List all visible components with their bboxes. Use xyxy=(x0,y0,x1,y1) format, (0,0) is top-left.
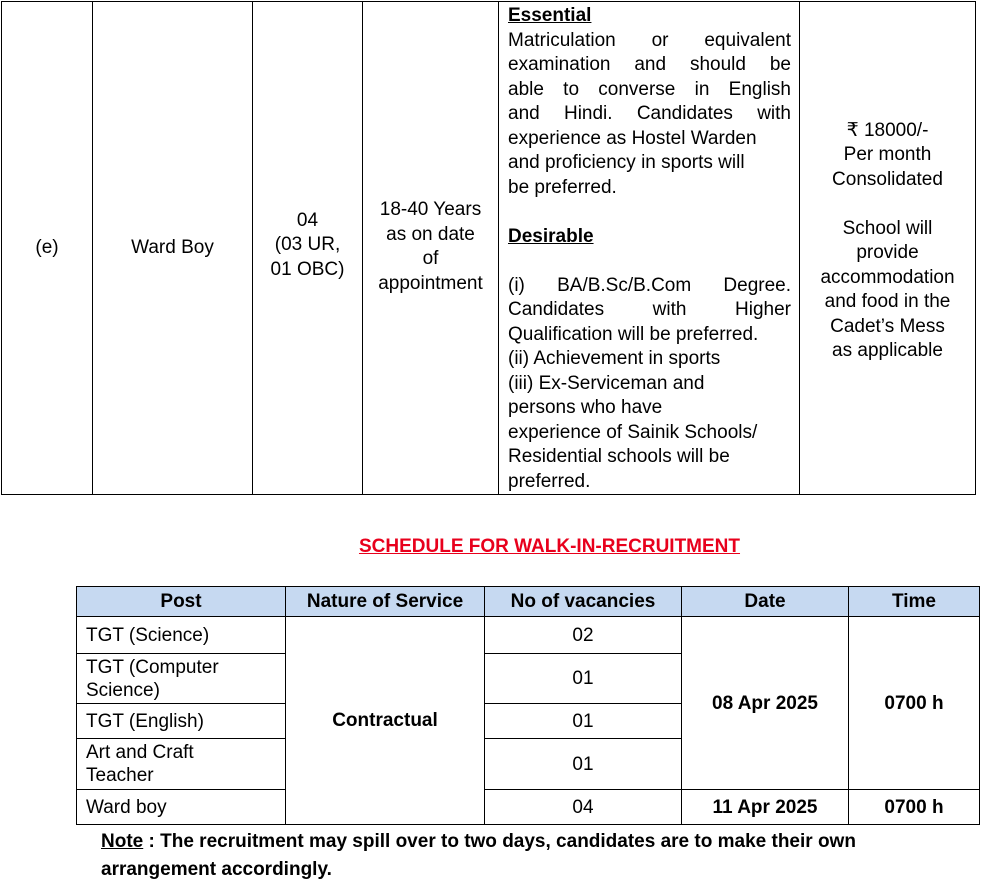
desirable-line: preferred. xyxy=(508,470,591,492)
pay-note-line: Cadet’s Mess xyxy=(830,315,945,337)
header-nature: Nature of Service xyxy=(286,587,485,617)
schedule-table xyxy=(76,586,980,825)
essential-line: experience as Hostel Warden xyxy=(508,127,757,149)
header-post: Post xyxy=(77,587,286,617)
date-value: 11 Apr 2025 xyxy=(712,796,818,818)
age-line: as on date xyxy=(386,223,475,245)
table-row xyxy=(77,617,980,654)
date-cell xyxy=(682,617,849,790)
pay-note-line: as applicable xyxy=(832,340,943,361)
post-line: Teacher xyxy=(86,765,154,786)
pay-note-line: School will xyxy=(842,217,933,239)
vacancies-value: 01 xyxy=(572,668,594,689)
vacancy-detail-table xyxy=(1,1,976,495)
note-text: : The recruitment may spill over to two days, candidates are to make their own arrangement accordingly. xyxy=(101,831,856,880)
post-name: Ward Boy xyxy=(131,236,214,258)
pay-line: Per month xyxy=(843,144,932,165)
post-line: TGT (English) xyxy=(86,710,204,732)
spacer xyxy=(508,200,791,225)
post-line: TGT (Science) xyxy=(86,624,210,646)
pay-note-line: and food in the xyxy=(824,291,951,312)
age-line: appointment xyxy=(378,272,483,294)
essential-line: and proficiency in sports will xyxy=(508,152,745,173)
age-cell xyxy=(363,2,499,495)
vacancies-cell xyxy=(485,617,682,654)
desirable-line: Residential schools will be xyxy=(508,446,730,467)
note-label: Note xyxy=(101,831,144,852)
vacancies-cell xyxy=(485,704,682,739)
post-cell xyxy=(77,739,286,790)
spacer xyxy=(800,192,975,217)
desirable-line: experience of Sainik Schools/ xyxy=(508,421,758,443)
post-cell xyxy=(77,704,286,739)
pay-note-line: accommodation xyxy=(820,266,955,288)
vacancies-cell xyxy=(485,654,682,704)
qualification-cell xyxy=(499,2,800,495)
header-vacancies: No of vacancies xyxy=(485,587,682,617)
post-cell xyxy=(77,617,286,654)
vacancies-line: 04 xyxy=(296,209,319,231)
table-row xyxy=(77,790,980,825)
essential-line: and Hindi. Candidates with xyxy=(508,103,791,124)
table-row xyxy=(2,2,976,495)
post-cell xyxy=(93,2,253,495)
spacer xyxy=(508,249,791,274)
vacancies-cell xyxy=(485,739,682,790)
pay-line: ₹ 18000/- xyxy=(846,119,929,141)
table-header-row xyxy=(77,587,980,617)
vacancies-cell xyxy=(253,2,363,495)
serial-cell xyxy=(2,2,93,495)
schedule-heading: SCHEDULE FOR WALK-IN-RECRUITMENT xyxy=(358,536,741,557)
time-value: 0700 h xyxy=(884,692,944,714)
nature-value: Contractual xyxy=(332,710,438,731)
header-date: Date xyxy=(682,587,849,617)
serial-number: (e) xyxy=(35,236,59,258)
desirable-line: Qualification will be preferred. xyxy=(508,323,759,345)
desirable-line: (i) BA/B.Sc/B.Com Degree. xyxy=(508,274,791,296)
desirable-heading: Desirable xyxy=(508,225,594,247)
desirable-line: (iii) Ex-Serviceman and xyxy=(508,372,705,394)
post-line: Art and Craft xyxy=(86,742,194,763)
pay-cell xyxy=(800,2,976,495)
essential-line: be preferred. xyxy=(508,176,617,198)
post-cell xyxy=(77,790,286,825)
age-line: 18-40 Years xyxy=(379,199,482,220)
desirable-line: persons who have xyxy=(508,397,663,418)
nature-cell xyxy=(286,617,485,825)
desirable-line: Candidates with Higher xyxy=(508,299,791,320)
date-cell xyxy=(682,790,849,825)
essential-line: examination and should be xyxy=(508,54,791,75)
desirable-line: (ii) Achievement in sports xyxy=(508,348,721,369)
essential-line: Matriculation or equivalent xyxy=(508,29,791,51)
vacancies-cell xyxy=(485,790,682,825)
vacancies-line: 01 OBC) xyxy=(270,258,345,280)
essential-heading: Essential xyxy=(508,5,592,26)
vacancies-value: 02 xyxy=(572,624,594,646)
age-line: of xyxy=(422,248,439,269)
vacancies-line: (03 UR, xyxy=(274,234,341,256)
header-time: Time xyxy=(849,587,980,617)
vacancies-value: 04 xyxy=(572,796,594,818)
post-line: TGT (Computer xyxy=(86,656,219,678)
pay-note-line: provide xyxy=(856,242,919,263)
post-line: Science) xyxy=(86,679,160,701)
time-cell xyxy=(849,617,980,790)
vacancies-value: 01 xyxy=(572,710,594,732)
date-value: 08 Apr 2025 xyxy=(712,692,818,714)
essential-line: able to converse in English xyxy=(508,78,791,100)
time-value: 0700 h xyxy=(884,796,944,818)
pay-line: Consolidated xyxy=(832,168,943,190)
note-paragraph xyxy=(101,828,971,884)
post-line: Ward boy xyxy=(86,796,167,818)
vacancies-value: 01 xyxy=(572,753,594,775)
time-cell xyxy=(849,790,980,825)
post-cell xyxy=(77,654,286,704)
